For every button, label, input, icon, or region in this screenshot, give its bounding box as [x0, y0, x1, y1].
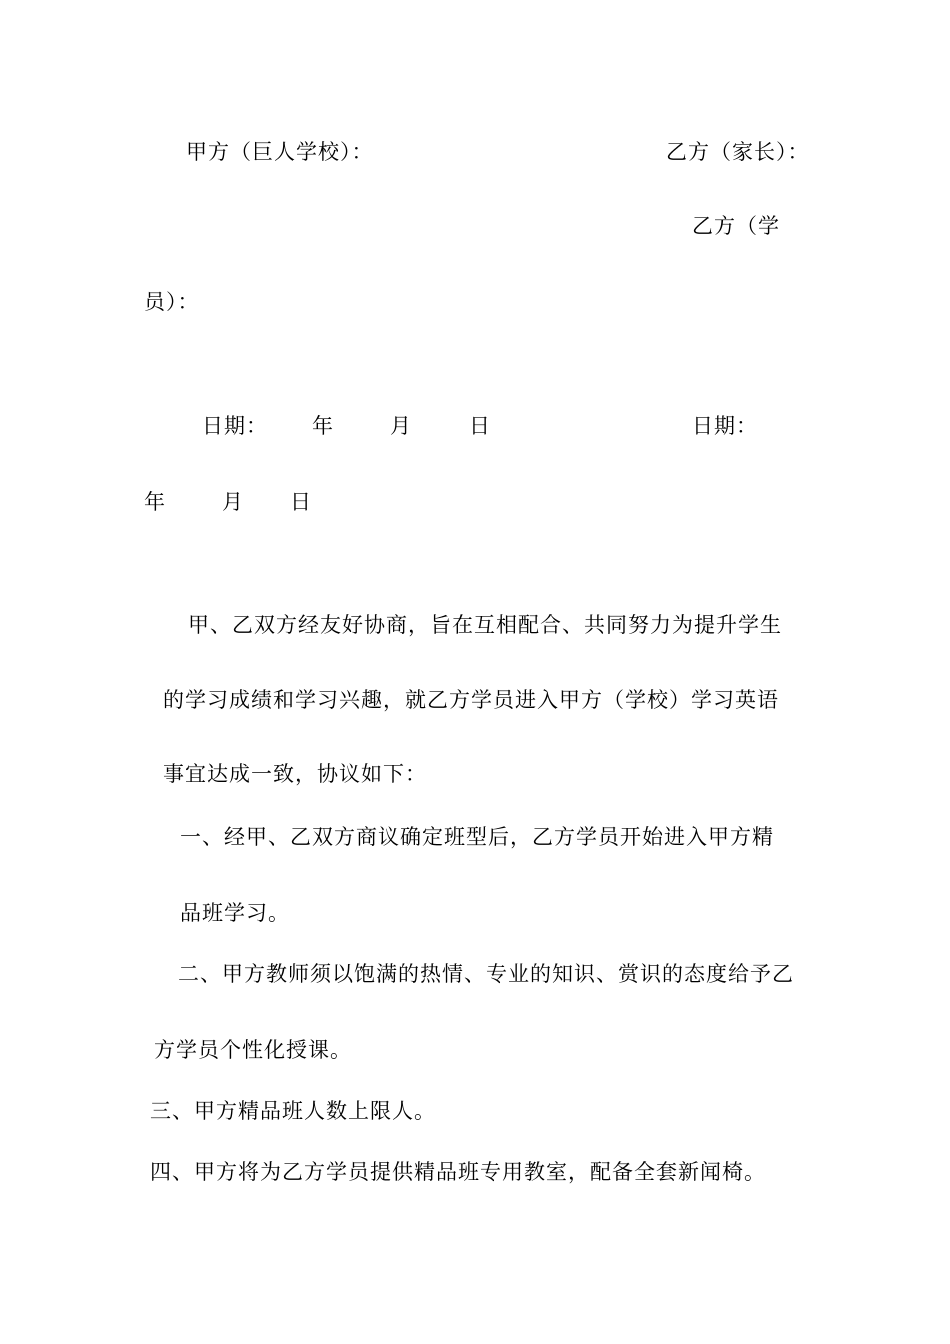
- party-b-student-label-end: 员）：: [144, 290, 200, 314]
- clause-1-line-2: 品班学习。: [180, 901, 290, 925]
- date-right-month: 月: [222, 490, 244, 514]
- date-left-year: 年: [312, 414, 334, 438]
- date-left-day: 日: [469, 414, 491, 438]
- date-right-day: 日: [290, 490, 312, 514]
- party-a-label: 甲方（巨人学校）：: [186, 140, 374, 164]
- date-right-year: 年: [144, 490, 166, 514]
- clause-4: 四、甲方将为乙方学员提供精品班专用教室，配备全套新闻椅。: [150, 1160, 766, 1184]
- date-right-label: 日期：: [692, 414, 758, 438]
- clause-2-line-2: 方学员个性化授课。: [154, 1038, 352, 1062]
- party-b-parent-label: 乙方（家长）：: [666, 140, 810, 164]
- date-left-month: 月: [390, 414, 412, 438]
- clause-3: 三、甲方精品班人数上限人。: [150, 1099, 436, 1123]
- intro-line-3: 事宜达成一致，协议如下：: [163, 762, 427, 786]
- intro-line-2: 的学习成绩和学习兴趣，就乙方学员进入甲方（学校）学习英语: [163, 688, 779, 712]
- clause-1-line-1: 一、经甲、乙双方商议确定班型后，乙方学员开始进入甲方精: [180, 825, 774, 849]
- intro-line-1: 甲、乙双方经友好协商，旨在互相配合、共同努力为提升学生: [188, 613, 782, 637]
- clause-2-line-1: 二、甲方教师须以饱满的热情、专业的知识、赏识的态度给予乙: [178, 962, 794, 986]
- party-b-student-label-start: 乙方（学: [692, 214, 780, 238]
- date-left-label: 日期：: [202, 414, 268, 438]
